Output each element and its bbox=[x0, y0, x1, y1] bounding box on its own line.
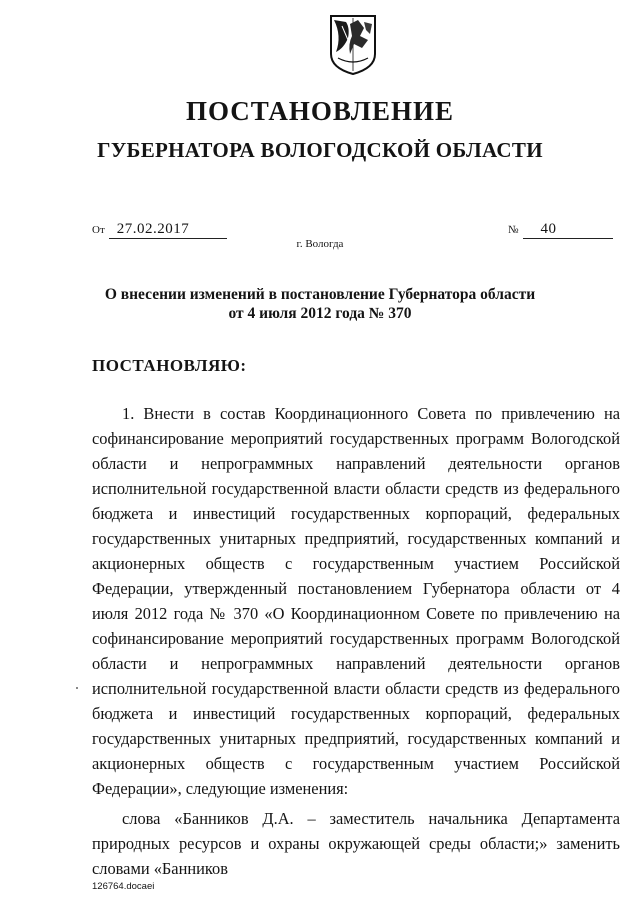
subject bbox=[60, 285, 580, 323]
coat-of-arms-icon bbox=[328, 14, 378, 76]
date-row bbox=[92, 220, 227, 239]
paragraph-1: 1. Внести в состав Координационного Совета по привлечению на софинансирование мероприятий государственных программ Вологодской области и непрограммных направлений деятельности органов исполнительной государственной власти области средств из федерального бюджета и инвестиций государственных корпораций, федеральных государственных унитарных предприятий, государственных компаний и акционерных обществ с государственным участием Российской Федерации, утвержденный постановлением Губернатора области от 4 июля 2012 года № 370 «О Координационном Совете по привлечению на софинансирование мероприятий государственных программ Вологодской области и непрограммных направлений деятельности органов исполнительной государственной власти области средств из федерального бюджета и инвестиций государственных корпораций, федеральных государственных унитарных предприятий, государственных компаний и акционерных обществ с государственным участием Российской Федерации», следующие изменения: bbox=[92, 404, 620, 798]
document-title: ПОСТАНОВЛЕНИЕ bbox=[185, 96, 455, 126]
scan-speck bbox=[76, 687, 78, 689]
number-prefix: № bbox=[508, 224, 519, 236]
city: г. Вологда bbox=[296, 238, 344, 250]
document-body bbox=[92, 401, 620, 881]
date-value: 27.02.2017 bbox=[109, 221, 227, 239]
footer-doc-id: 126764.docaei bbox=[92, 881, 155, 892]
number-row bbox=[508, 220, 613, 239]
resolve-heading: ПОСТАНОВЛЯЮ: bbox=[92, 356, 247, 375]
number-value: 40 bbox=[523, 221, 613, 239]
date-prefix: От bbox=[92, 224, 105, 236]
paragraph-2: слова «Банников Д.А. – заместитель начальника Департамента природных ресурсов и охраны окружающей среды области;» заменить словами «Банников bbox=[92, 809, 620, 878]
document-subtitle: ГУБЕРНАТОРА ВОЛОГОДСКОЙ ОБЛАСТИ bbox=[97, 138, 543, 162]
subject-line-1: О внесении изменений в постановление Губернатора области bbox=[104, 286, 536, 303]
subject-line-2: от 4 июля 2012 года № 370 bbox=[228, 305, 412, 322]
